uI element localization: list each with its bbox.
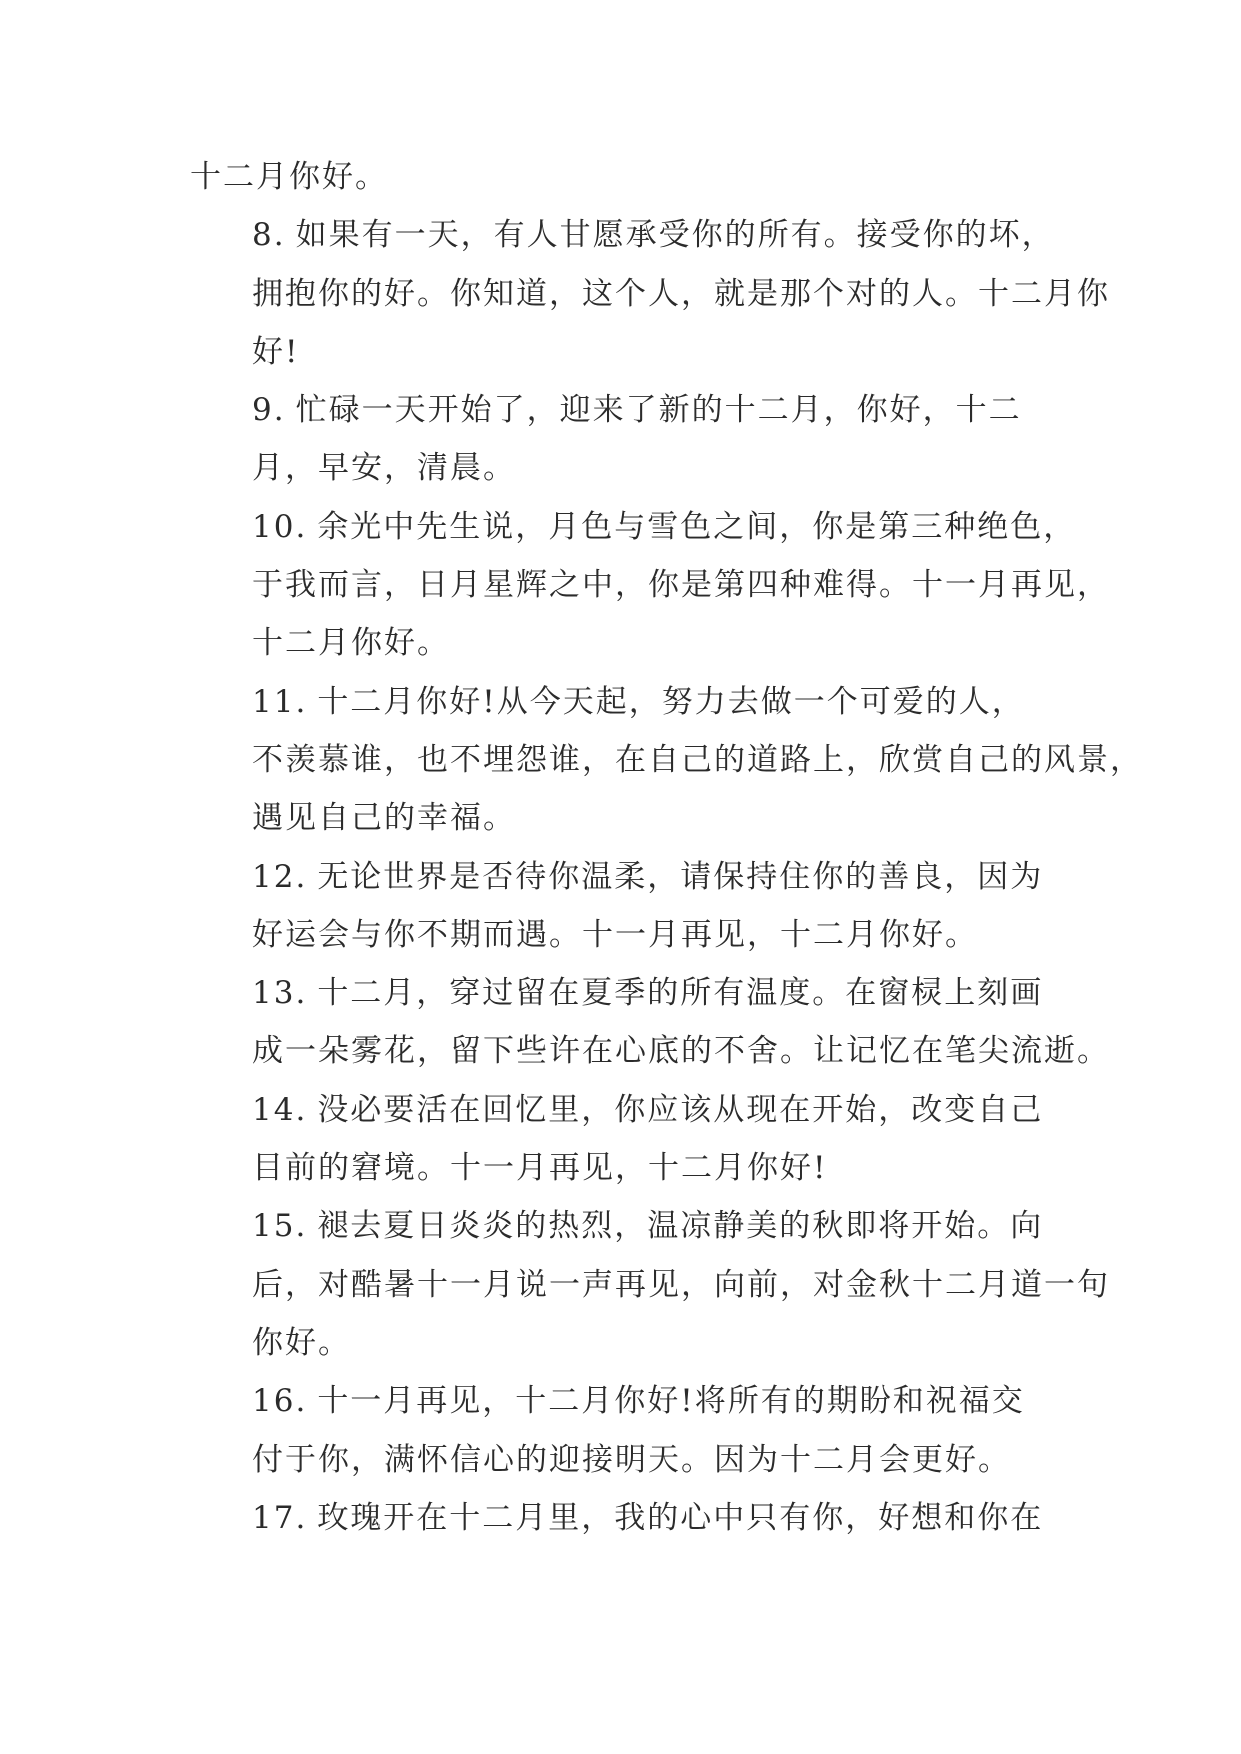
paragraph-15 [190, 1197, 1110, 1372]
paragraph-line [190, 1489, 1070, 1547]
paragraph-line: 遇见自己的幸福。 [252, 800, 516, 837]
line-text: 如果有一天，有人甘愿承受你的所有。接受你的坏， [295, 217, 1055, 254]
item-number: 10. [252, 508, 308, 545]
paragraph-line [190, 381, 1070, 439]
item-number: 9. [252, 392, 286, 429]
line-text: 忙碌一天开始了，迎来了新的十二月，你好，十二 [295, 392, 1022, 429]
line-text: 十二月你好!从今天起，努力去做一个可爱的人， [317, 683, 1025, 720]
paragraph-9 [190, 381, 1070, 498]
paragraph-12 [190, 848, 1070, 965]
paragraph-line: 好运会与你不期而遇。十一月再见，十二月你好。 [252, 916, 978, 953]
paragraph-line: 成一朵雾花，留下些许在心底的不舍。让记忆在笔尖流逝。 [252, 1033, 1110, 1070]
line-text: 余光中先生说，月色与雪色之间，你是第三种绝色， [317, 508, 1077, 545]
paragraph-continuation [190, 148, 1070, 206]
line-text: 褪去夏日炎炎的热烈，温凉静美的秋即将开始。向 [317, 1208, 1044, 1245]
paragraph-17 [190, 1489, 1070, 1547]
paragraph-line: 月，早安，清晨。 [252, 450, 516, 487]
item-number: 14. [252, 1091, 308, 1128]
item-number: 17. [252, 1499, 308, 1536]
paragraph-line [190, 673, 1070, 731]
paragraph-16 [190, 1372, 1070, 1489]
paragraph-line: 好! [252, 333, 300, 370]
paragraph-14 [190, 1081, 1070, 1198]
paragraph-8 [190, 206, 1110, 381]
item-number: 8. [252, 217, 286, 254]
paragraph-10 [190, 498, 1110, 673]
item-number: 13. [252, 975, 308, 1012]
line-text: 没必要活在回忆里，你应该从现在开始，改变自己 [317, 1091, 1044, 1128]
paragraph-line [190, 964, 1070, 1022]
line-text: 玫瑰开在十二月里，我的心中只有你，好想和你在 [317, 1499, 1044, 1536]
item-number: 12. [252, 858, 308, 895]
paragraph-line [190, 848, 1070, 906]
paragraph-line [190, 206, 1070, 264]
paragraph-line: 于我而言，日月星辉之中，你是第四种难得。十一月再见， [252, 567, 1110, 604]
paragraph-line: 拥抱你的好。你知道，这个人，就是那个对的人。十二月你 [252, 275, 1110, 312]
paragraph-line [190, 1081, 1070, 1139]
paragraph-line [190, 1197, 1070, 1255]
paragraph-11 [190, 673, 1143, 848]
line-text: 十一月再见，十二月你好!将所有的期盼和祝福交 [317, 1383, 1025, 1420]
paragraph-line [190, 498, 1077, 556]
document-body [190, 148, 1143, 1547]
paragraph-line [190, 1372, 1070, 1430]
paragraph-13 [190, 964, 1110, 1081]
item-number: 16. [252, 1383, 308, 1420]
paragraph-line: 付于你，满怀信心的迎接明天。因为十二月会更好。 [252, 1441, 1011, 1478]
paragraph-line: 你好。 [252, 1324, 351, 1361]
paragraph-line: 后，对酷暑十一月说一声再见，向前，对金秋十二月道一句 [252, 1266, 1110, 1303]
item-number: 15. [252, 1208, 308, 1245]
paragraph-line: 十二月你好。 [252, 625, 450, 662]
paragraph-line: 不羡慕谁，也不埋怨谁，在自己的道路上，欣赏自己的风景， [252, 741, 1143, 778]
item-number: 11. [252, 683, 308, 720]
paragraph-line: 目前的窘境。十一月再见，十二月你好! [252, 1150, 828, 1187]
line-text: 十二月，穿过留在夏季的所有温度。在窗棂上刻画 [317, 975, 1044, 1012]
paragraph-line: 十二月你好。 [190, 159, 388, 195]
line-text: 无论世界是否待你温柔，请保持住你的善良，因为 [317, 858, 1044, 895]
